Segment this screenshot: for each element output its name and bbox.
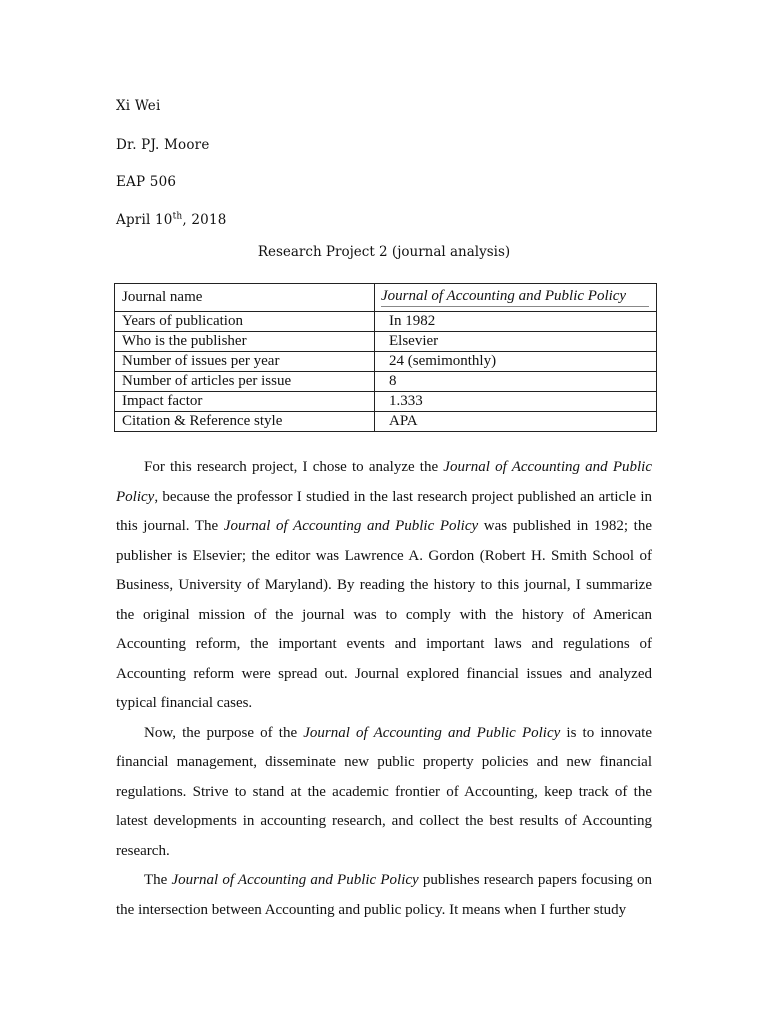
table-label-cell: Citation & Reference style (115, 412, 375, 432)
paragraph-text: Now, the purpose of the (144, 724, 304, 741)
table-label-cell: Impact factor (115, 392, 375, 412)
paragraph-text: was published in 1982; the publisher is Elsevier; the editor was Lawrence A. Gordon (Robert H. Smith School of Business, University of Maryland). By reading the history to this journal, I summarize the original mission of the journal was to comply with the history of American Accounting reform, the important events and important laws and regulations of Accounting reform were spread out. Journal explored financial issues and analyzed typical financial cases. (116, 518, 652, 711)
table-value-cell: APA (375, 412, 657, 432)
paragraph-1 (116, 453, 652, 719)
table-value-cell: Elsevier (375, 332, 657, 352)
table-value-cell: 8 (375, 372, 657, 392)
author-name: Xi Wei (116, 98, 161, 114)
document-title: Research Project 2 (journal analysis) (257, 244, 511, 260)
table-value-cell: 24 (semimonthly) (375, 352, 657, 372)
paragraph-3 (116, 866, 652, 925)
paragraph-2 (116, 719, 652, 867)
body-text (116, 453, 652, 925)
paragraph-text: publishes research papers focusing on the intersection between Accounting and public policy. It means when I further study (116, 872, 652, 918)
table-label-cell: Number of articles per issue (115, 372, 375, 392)
paragraph-text: , because the professor I studied in the last research project published an article in this journal. The (116, 488, 652, 534)
table-row (115, 412, 657, 432)
date-rest: , 2018 (182, 212, 227, 228)
journal-title-italic: Journal of Accounting and Public Policy (223, 518, 479, 534)
paragraph-text: The (144, 872, 172, 888)
journal-title-italic: Journal of Accounting and Public Policy (303, 724, 561, 741)
course-code: EAP 506 (116, 174, 177, 190)
paragraph-text: is to innovate financial management, disseminate new public property policies and new financial regulations. Strive to stand at the academic frontier of Accounting, keep track of the latest developments in accounting research, and collect the best results of Accounting research. (116, 724, 652, 859)
table-row (115, 332, 657, 352)
document-date (116, 212, 227, 228)
table-label-cell: Who is the publisher (115, 332, 375, 352)
table-row (115, 312, 657, 332)
table-label-cell: Number of issues per year (115, 352, 375, 372)
table-value-cell: 1.333 (375, 392, 657, 412)
journal-info-table (114, 283, 657, 432)
table-row (115, 352, 657, 372)
date-suffix: th (172, 211, 183, 222)
instructor-name: Dr. PJ. Moore (116, 137, 210, 153)
journal-title-italic: Journal of Accounting and Public Policy (116, 459, 652, 505)
date-prefix: April 10 (116, 212, 173, 228)
table-label-cell: Journal name (115, 284, 375, 312)
table-value-cell: In 1982 (375, 312, 657, 332)
table-row (115, 284, 657, 312)
table-row (115, 392, 657, 412)
journal-title-italic: Journal of Accounting and Public Policy (171, 872, 419, 888)
table-row (115, 372, 657, 392)
paragraph-text: For this research project, I chose to analyze the (144, 459, 444, 475)
journal-name-value: Journal of Accounting and Public Policy (381, 288, 649, 307)
table-label-cell: Years of publication (115, 312, 375, 332)
table-value-cell (375, 284, 657, 312)
